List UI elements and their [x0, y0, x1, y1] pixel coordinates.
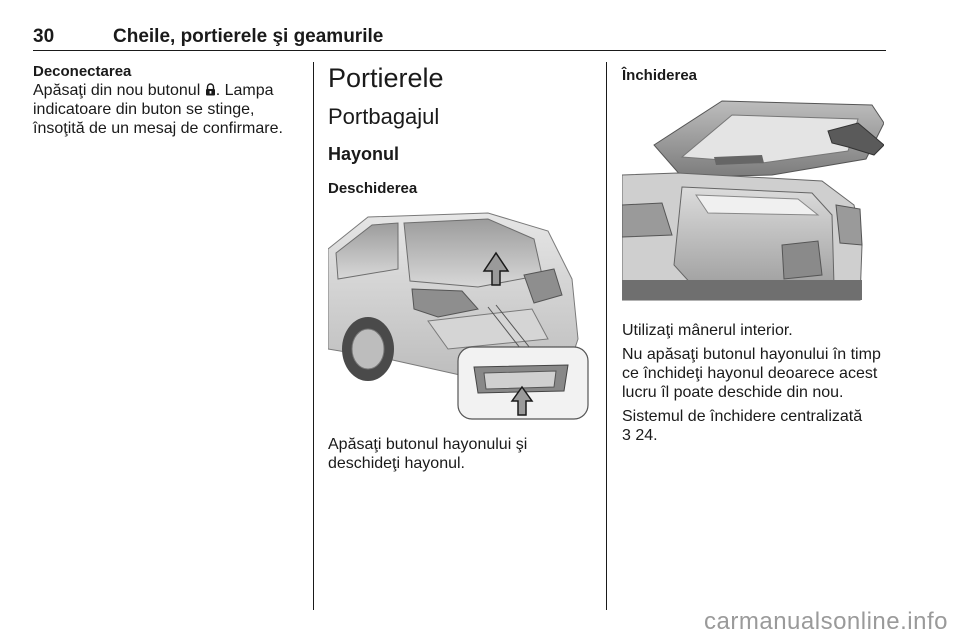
page-number: 30: [33, 26, 55, 47]
page-reference-link[interactable]: 3 24.: [622, 427, 658, 444]
heading-inchiderea: Închiderea: [622, 67, 698, 84]
tailgate-close-illustration: [622, 95, 884, 305]
heading-hayonul: Hayonul: [328, 144, 400, 164]
paragraph-utilizati: Utilizaţi mânerul interior.: [622, 322, 793, 339]
column-left: [33, 62, 301, 138]
column-divider-1: [313, 62, 314, 610]
lock-button-icon: [205, 83, 216, 96]
watermark: carmanualsonline.info: [704, 608, 948, 635]
column-right: [622, 62, 887, 445]
column-middle: [328, 62, 598, 473]
paragraph-text-end: . Lampa indicatoare din buton se stinge, însoţită de un mesaj de confirmare.: [33, 82, 283, 137]
heading-deconectarea: Deconectarea: [33, 63, 132, 80]
paragraph-sistemul: [622, 407, 887, 445]
column-divider-2: [606, 62, 607, 610]
heading-portierele: Portierele: [328, 63, 444, 93]
caption-deschiderea: Apăsaţi butonul hayonului şi deschideţi hayonul.: [328, 436, 528, 472]
page-title: Cheile, portierele şi geamurile: [113, 26, 384, 47]
page-header: [33, 26, 886, 51]
heading-portbagajul: Portbagajul: [328, 104, 440, 129]
paragraph-nu-apasati: Nu apăsaţi butonul hayonului în timp ce închideţi hayonul deoarece acest lucru îl poate deschide din nou.: [622, 346, 881, 401]
paragraph-text-start: Apăsaţi din nou butonul: [33, 82, 205, 99]
paragraph-sistemul-text: Sistemul de închidere centralizată: [622, 408, 863, 425]
tailgate-open-button-illustration: [328, 209, 590, 421]
heading-deschiderea: Deschiderea: [328, 180, 418, 197]
paragraph-deconectarea: [33, 81, 301, 138]
